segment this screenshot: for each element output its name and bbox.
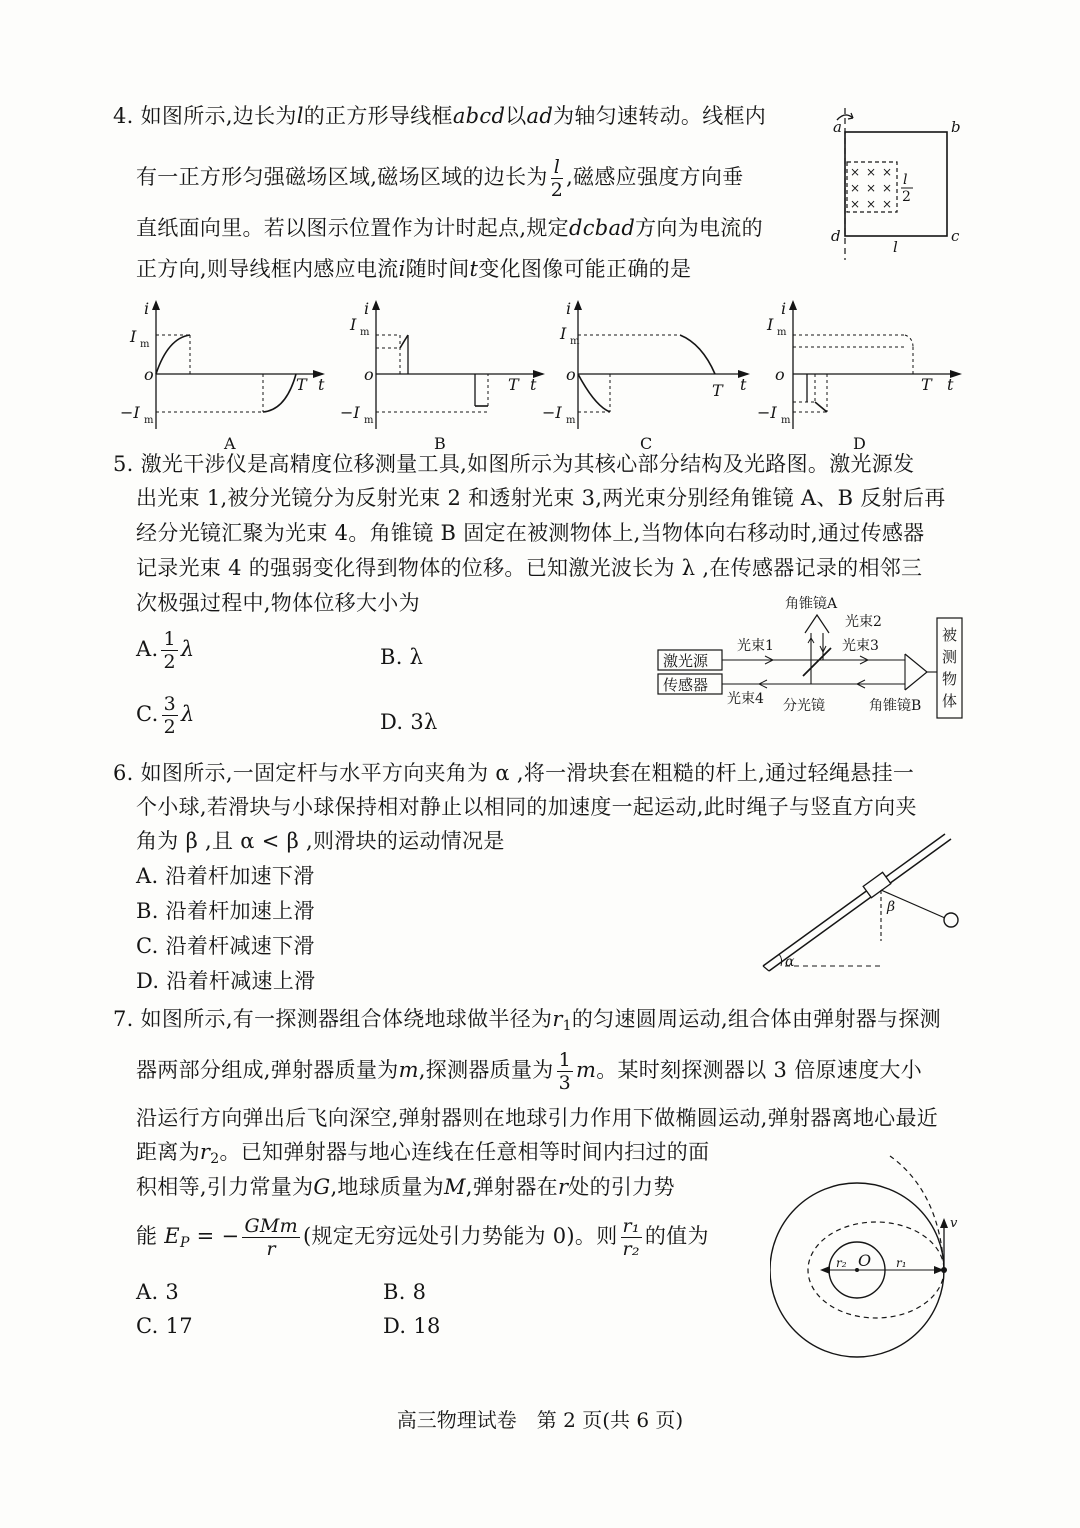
svg-text:A: A xyxy=(224,434,236,453)
q4-graph-D xyxy=(755,294,975,454)
svg-text:m: m xyxy=(144,415,154,426)
svg-text:m: m xyxy=(364,415,374,426)
svg-text:I: I xyxy=(350,315,357,334)
q4-line-2: 有一正方形匀强磁场区域,磁场区域的边长为 $\frac{l}{2}$ ,磁感应强度方向垂 xyxy=(136,156,744,201)
q6-option-B: B. 沿着杆加速上滑 xyxy=(136,899,315,923)
svg-text:B: B xyxy=(434,434,446,453)
q4-line-1: 4. 如图所示,边长为l的正方形导线框abcd以ad为轴匀速转动。线框内 xyxy=(113,104,767,128)
q6-line-3: 角为 β ,且 α < β ,则滑块的运动情况是 xyxy=(136,829,505,853)
svg-text:i: i xyxy=(566,299,572,318)
svg-text:v: v xyxy=(950,1216,958,1231)
svg-text:t: t xyxy=(318,375,325,394)
svg-text:T: T xyxy=(508,375,519,394)
svg-text:t: t xyxy=(530,375,537,394)
svg-text:−I: −I xyxy=(120,403,140,422)
svg-text:分光镜: 分光镜 xyxy=(783,698,825,714)
svg-text:光束1: 光束1 xyxy=(737,638,774,654)
svg-text:D: D xyxy=(853,434,866,453)
q7-line-5: 积相等,引力常量为G,地球质量为M,弹射器在r处的引力势 xyxy=(136,1175,675,1199)
svg-text:I: I xyxy=(767,315,774,334)
q6-line-2: 个小球,若滑块与小球保持相对静止以相同的加速度一起运动,此时绳子与竖直方向夹 xyxy=(136,795,917,819)
page-footer: 高三物理试卷 第 2 页(共 6 页) xyxy=(396,1408,684,1432)
svg-text:被: 被 xyxy=(942,626,958,644)
q7-line-6: 能 $E_P$ = − $\frac{\text{GMm}}{r}$ (规定无穷远处引力势能为 0)。则 $\frac{\text{r₁}}{\text{r₂}}$ 的值为 xyxy=(136,1215,709,1260)
q5-option-C: C. $\frac{3}{2}$ λ xyxy=(136,693,195,738)
svg-text:×: × xyxy=(882,197,893,211)
svg-text:t: t xyxy=(740,375,747,394)
svg-text:O: O xyxy=(858,1251,872,1270)
svg-text:α: α xyxy=(785,954,795,970)
svg-text:o: o xyxy=(144,365,154,384)
svg-text:×: × xyxy=(850,197,861,211)
svg-text:T: T xyxy=(296,375,307,394)
svg-text:i: i xyxy=(144,299,150,318)
svg-text:光束2: 光束2 xyxy=(845,614,882,630)
q6-line-1: 6. 如图所示,一固定杆与水平方向夹角为 α ,将一滑块套在粗糙的杆上,通过轻绳悬挂一 xyxy=(113,761,915,785)
q7-line-4: 距离为$r_2$。已知弹射器与地心连线在任意相等时间内扫过的面 xyxy=(136,1140,710,1167)
svg-text:×: × xyxy=(882,181,893,195)
svg-text:角锥镜A: 角锥镜A xyxy=(785,596,838,612)
svg-text:角锥镜B: 角锥镜B xyxy=(869,698,922,714)
q7-orbit-diagram xyxy=(770,1152,975,1367)
svg-text:×: × xyxy=(850,165,861,179)
svg-text:光束3: 光束3 xyxy=(842,638,879,654)
svg-text:b: b xyxy=(951,118,961,136)
q5-option-D: D. 3λ xyxy=(380,710,438,734)
q5-interferometer-diagram xyxy=(655,588,970,723)
svg-text:m: m xyxy=(360,327,370,338)
q7-option-A: A. 3 xyxy=(136,1280,180,1304)
q4-line-3: 直纸面向里。若以图示位置作为计时起点,规定dcbad方向为电流的 xyxy=(136,216,763,240)
q5-line-5: 次极强过程中,物体位移大小为 xyxy=(136,591,420,615)
svg-text:o: o xyxy=(566,365,576,384)
svg-text:传感器: 传感器 xyxy=(663,676,709,694)
svg-text:测: 测 xyxy=(942,648,958,666)
q5-option-A: A. $\frac{1}{2}$ λ xyxy=(136,628,195,673)
q6-option-D: D. 沿着杆减速上滑 xyxy=(136,969,316,993)
q4-line-4: 正方向,则导线框内感应电流i随时间t变化图像可能正确的是 xyxy=(136,257,692,281)
q4-frame-figure xyxy=(815,100,975,265)
svg-text:m: m xyxy=(566,415,576,426)
svg-text:×: × xyxy=(882,165,893,179)
svg-text:×: × xyxy=(850,181,861,195)
svg-text:物: 物 xyxy=(942,670,958,688)
svg-text:i: i xyxy=(781,299,787,318)
q6-option-C: C. 沿着杆减速下滑 xyxy=(136,934,315,958)
svg-text:d: d xyxy=(831,227,841,245)
svg-text:T: T xyxy=(712,381,723,400)
svg-text:t: t xyxy=(947,375,954,394)
svg-text:×: × xyxy=(866,181,877,195)
q4-graph-A xyxy=(118,294,338,454)
svg-text:o: o xyxy=(364,365,374,384)
svg-text:l: l xyxy=(893,238,898,256)
q5-line-3: 经分光镜汇聚为光束 4。角锥镜 B 固定在被测物体上,当物体向右移动时,通过传感器 xyxy=(136,521,925,545)
svg-text:m: m xyxy=(777,327,787,338)
svg-text:m: m xyxy=(140,339,150,350)
q7-option-C: C. 17 xyxy=(136,1314,193,1338)
q4-graph-C xyxy=(540,294,760,454)
svg-text:r₂: r₂ xyxy=(836,1256,847,1270)
svg-text:−I: −I xyxy=(340,403,360,422)
q5-line-2: 出光束 1,被分光镜分为反射光束 2 和透射光束 3,两光束分别经角锥镜 A、B 反射后再 xyxy=(136,486,946,510)
svg-text:i: i xyxy=(364,299,370,318)
svg-text:r₁: r₁ xyxy=(896,1256,907,1270)
svg-text:2: 2 xyxy=(902,189,911,205)
svg-text:m: m xyxy=(570,336,580,347)
q5-option-B: B. λ xyxy=(380,645,424,669)
svg-text:m: m xyxy=(781,415,791,426)
svg-text:体: 体 xyxy=(942,692,958,710)
svg-text:c: c xyxy=(951,227,960,245)
svg-text:l: l xyxy=(903,172,908,188)
svg-text:×: × xyxy=(866,197,877,211)
q4-graph-B xyxy=(338,294,558,454)
q6-rod-diagram xyxy=(755,826,960,976)
q7-line-2: 器两部分组成,弹射器质量为m,探测器质量为 $\frac{1}{3}$ m。某时刻探测器以 3 倍原速度大小 xyxy=(136,1049,922,1094)
q7-option-D: D. 18 xyxy=(383,1314,441,1338)
q7-option-B: B. 8 xyxy=(383,1280,427,1304)
q5-line-1: 5. 激光干涉仪是高精度位移测量工具,如图所示为其核心部分结构及光路图。激光源发 xyxy=(113,452,915,476)
svg-text:β: β xyxy=(887,899,896,915)
q5-line-4: 记录光束 4 的强弱变化得到物体的位移。已知激光波长为 λ ,在传感器记录的相邻三 xyxy=(136,556,923,580)
svg-text:o: o xyxy=(775,365,785,384)
svg-text:−I: −I xyxy=(757,403,777,422)
svg-text:光束4: 光束4 xyxy=(727,691,764,707)
q6-option-A: A. 沿着杆加速下滑 xyxy=(136,864,315,888)
svg-text:C: C xyxy=(640,434,653,453)
svg-text:×: × xyxy=(866,165,877,179)
q7-line-3: 沿运行方向弹出后飞向深空,弹射器则在地球引力作用下做椭圆运动,弹射器离地心最近 xyxy=(136,1106,939,1130)
svg-text:−I: −I xyxy=(542,403,562,422)
svg-text:激光源: 激光源 xyxy=(663,652,709,670)
svg-text:a: a xyxy=(833,118,842,136)
svg-text:I: I xyxy=(560,324,567,343)
q7-line-1: 7. 如图所示,有一探测器组合体绕地球做半径为$r_1$的匀速圆周运动,组合体由弹射器与探测 xyxy=(113,1007,941,1034)
svg-text:I: I xyxy=(130,327,137,346)
svg-text:T: T xyxy=(921,375,932,394)
